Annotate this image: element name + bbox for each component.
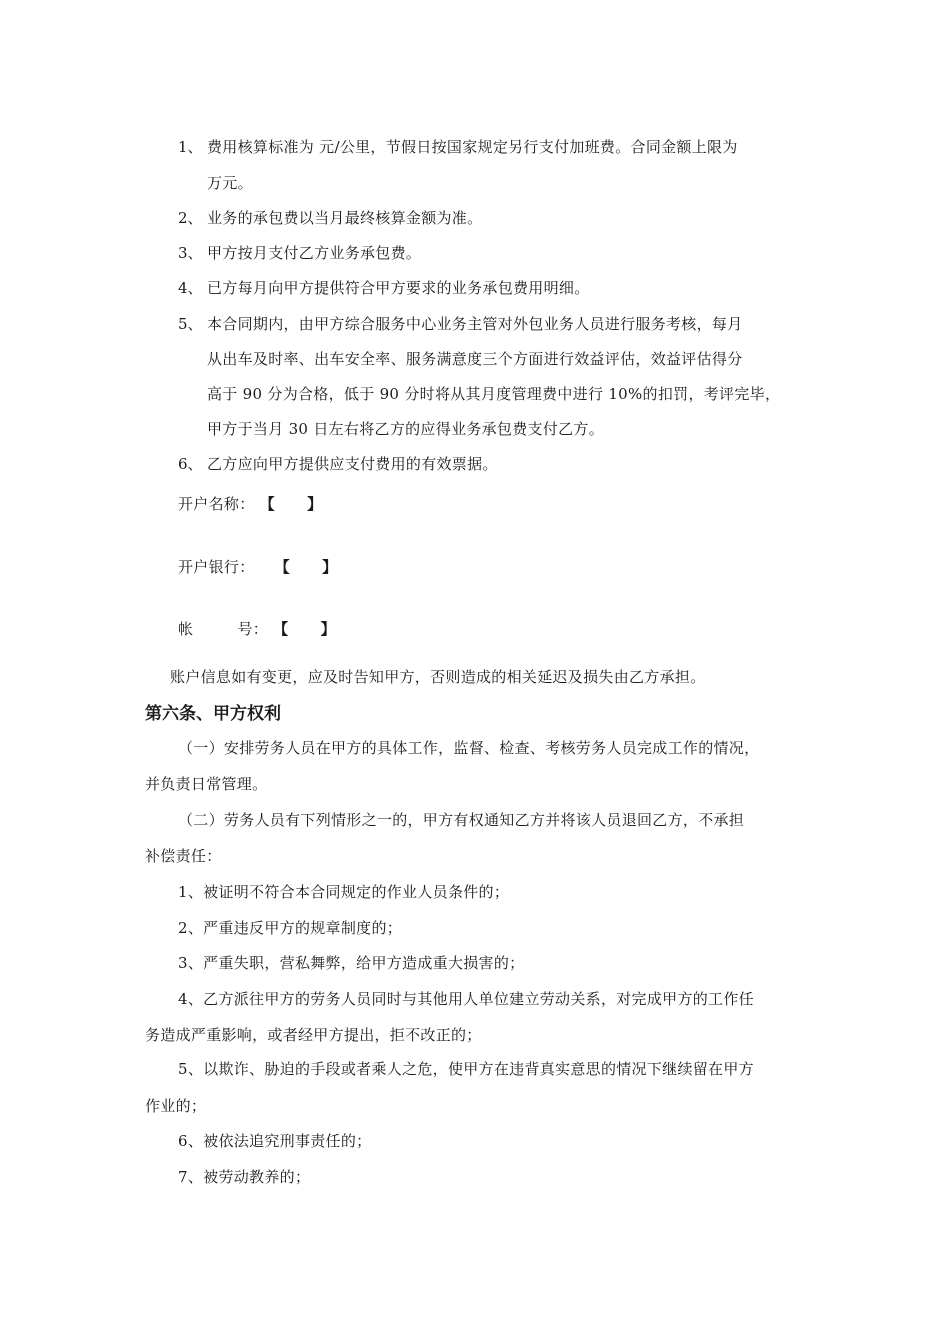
list-item-text: 本合同期内，由甲方综合服务中心业务主管对外包业务人员进行服务考核，每月 — [207, 315, 743, 333]
account-name-label: 开户名称： — [178, 495, 255, 513]
account-notice: 账户信息如有变更，应及时告知甲方，否则造成的相关延迟及损失由乙方承担。 — [170, 668, 706, 686]
list-item-text: 万元。 — [207, 174, 253, 192]
list-item: 6、被依法追究刑事责任的； — [178, 1132, 372, 1150]
list-item: 5、以欺诈、胁迫的手段或者乘人之危，使甲方在违背真实意思的情况下继续留在甲方 — [178, 1060, 754, 1078]
account-bank-label: 开户银行： — [178, 558, 255, 576]
list-number: 3、 — [178, 244, 203, 262]
list-item-text: 业务的承包费以当月最终核算金额为准。 — [207, 209, 483, 227]
list-item: 务造成严重影响，或者经甲方提出，拒不改正的； — [145, 1026, 482, 1044]
section-title: 第六条、甲方权利 — [145, 704, 281, 724]
account-bank-field — [178, 557, 337, 577]
list-item: 1、被证明不符合本合同规定的作业人员条件的； — [178, 883, 510, 901]
account-name-field — [178, 494, 322, 514]
paragraph-line: （一）安排劳务人员在甲方的具体工作，监督、检查、考核劳务人员完成工作的情况， — [178, 739, 760, 757]
account-number-field — [178, 619, 336, 639]
paragraph-line: （二）劳务人员有下列情形之一的，甲方有权通知乙方并将该人员退回乙方，不承担 — [178, 811, 745, 829]
bracket-open: 【 — [259, 495, 275, 513]
list-item-text: 甲方按月支付乙方业务承包费。 — [207, 244, 422, 262]
account-number-label-b: 号： — [237, 620, 269, 638]
list-item: 4、乙方派往甲方的劳务人员同时与其他用人单位建立劳动关系，对完成甲方的工作任 — [178, 990, 754, 1008]
list-item-text: 费用核算标准为 元/公里，节假日按国家规定另行支付加班费。合同金额上限为 — [207, 138, 738, 156]
list-item: 作业的； — [145, 1097, 207, 1115]
account-number-label-a: 帐 — [178, 620, 194, 638]
list-item-text: 从出车及时率、出车安全率、服务满意度三个方面进行效益评估，效益评估得分 — [207, 350, 743, 368]
list-number: 6、 — [178, 455, 203, 473]
list-item: 2、严重违反甲方的规章制度的； — [178, 919, 403, 937]
bracket-open: 【 — [274, 558, 290, 576]
bracket-close: 】 — [320, 620, 336, 638]
list-number: 1、 — [178, 138, 203, 156]
list-item-text: 已方每月向甲方提供符合甲方要求的业务承包费用明细。 — [207, 279, 590, 297]
list-number: 2、 — [178, 209, 203, 227]
list-item-text: 乙方应向甲方提供应支付费用的有效票据。 — [207, 455, 498, 473]
list-item: 7、被劳动教养的； — [178, 1168, 311, 1186]
list-number: 4、 — [178, 279, 203, 297]
list-number: 5、 — [178, 315, 203, 333]
list-item: 3、严重失职，营私舞弊，给甲方造成重大损害的； — [178, 954, 525, 972]
bracket-close: 】 — [322, 558, 338, 576]
bracket-close: 】 — [307, 495, 323, 513]
paragraph-line: 并负责日常管理。 — [145, 775, 268, 793]
list-item-text: 高于 90 分为合格，低于 90 分时将从其月度管理费中进行 10%的扣罚，考评完毕， — [207, 385, 781, 403]
list-item-text: 甲方于当月 30 日左右将乙方的应得业务承包费支付乙方。 — [207, 420, 605, 438]
bracket-open: 【 — [273, 620, 289, 638]
paragraph-line: 补偿责任： — [145, 847, 222, 865]
